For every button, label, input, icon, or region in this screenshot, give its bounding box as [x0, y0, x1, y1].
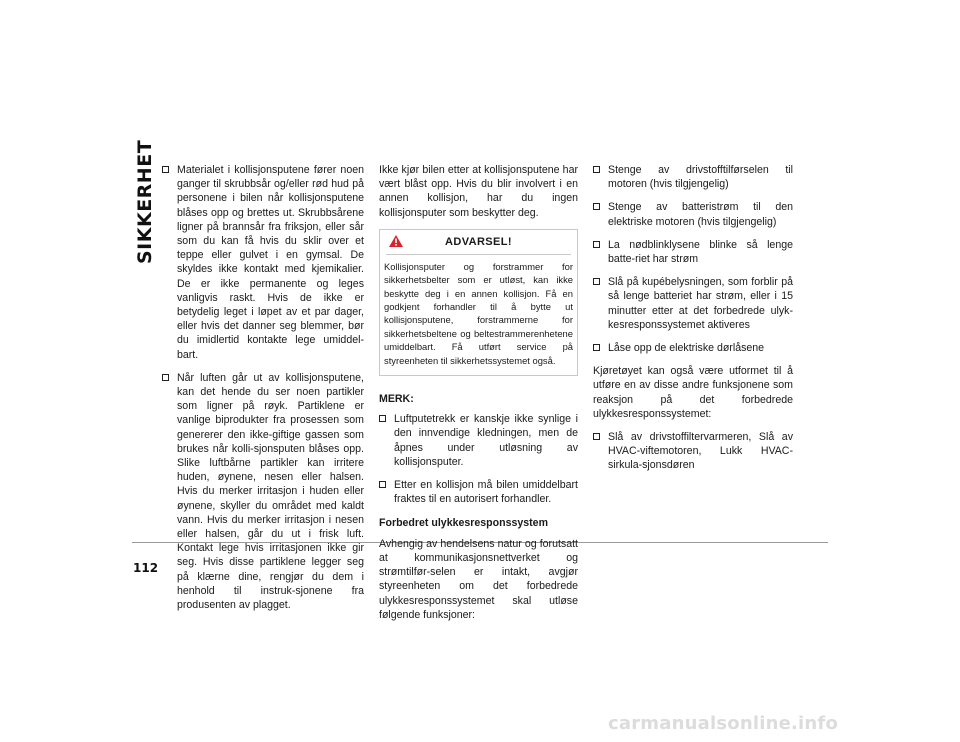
list-item-text: Når luften går ut av kollisjonsputene, kan det hende du ser noen partikler som ligner på røyk. Partiklene er vanlige biprodukter fra prosessen som genererer den ikke-giftige gassen som brukes når kolli-sjonsputen blåses opp. Slike luftbårne partikler kan irritere huden, øynene, nesen eller halsen. Hvis du merker irritasjon i huden eller øynene, skyller du området med kaldt vann. Hvis du merker irritasjon i nesen eller halsen, går du ut i frisk luft. Kontakt lege hvis irritasjonen ikke gir seg. Hvis disse partiklene legger seg på klærne dine, rengjør du dem i henhold til instruk-sjonene fra produsenten av plagget. [177, 371, 364, 612]
list-item-text: Slå på kupébelysningen, som forblir på så lenge batteriet har strøm, eller i 15 minutter etter at det forbedrede ulyk-kesresponssystemet aktiveres [608, 276, 793, 331]
list-item [593, 430, 793, 473]
list-item-text: Stenge av batteristrøm til den elektriske motoren (hvis tilgjengelig) [608, 201, 793, 228]
checkbox-bullet-icon [593, 344, 600, 351]
checkbox-bullet-icon [379, 415, 386, 422]
list-item [162, 371, 364, 612]
section-paragraph: Avhengig av hendelsens natur og forutsatt at kommunikasjonsnettverket og strømtilfør-selen er intakt, avgjør styreenheten om det forbedrede ulykkesresponssystemet skal utløse følgende funksjoner: [379, 537, 578, 621]
list-item [593, 341, 793, 355]
warning-box [379, 229, 578, 376]
list-item [593, 238, 793, 266]
checkbox-bullet-icon [593, 433, 600, 440]
list-item [379, 412, 578, 469]
warning-text: Kollisjonsputer og forstrammer for sikkerhetsbelter som er utløst, kan ikke beskytte deg i en annen kollisjon. Få en godkjent forhandler til å bytte ut kollisjonsputene, forstrammerne for sikkerhetsbeltene og beltestrammerenhetene umiddelbart. Få utført service på styreenheten til sikkerhetssystemet også. [384, 260, 573, 366]
list-item [379, 478, 578, 506]
column-1 [162, 163, 364, 621]
page-number: 112 [133, 561, 159, 575]
column-3 [593, 163, 793, 482]
checkbox-bullet-icon [379, 481, 386, 488]
checkbox-bullet-icon [162, 374, 169, 381]
checkbox-bullet-icon [593, 278, 600, 285]
list-item-text: La nødblinklysene blinke så lenge batte-riet har strøm [608, 238, 793, 266]
list-item-text: Luftputetrekk er kanskje ikke synlige i den innvendige kledningen, men de åpnes under utløsning av kollisjonsputer. [394, 413, 578, 468]
column-2 [379, 163, 578, 631]
section-heading: Forbedret ulykkesresponssystem [379, 517, 548, 530]
site-watermark: carmanualsonline.info [608, 713, 839, 734]
warning-triangle-icon [389, 235, 403, 247]
list-item-text: Materialet i kollisjonsputene fører noen ganger til skrubbsår og/eller rød hud på personene i bilen når kollisjonsputene blåses opp og brettes ut. Skrubbsårene ligner på brannsår fra friksjon, eller sår som du kan få hvis du sklir over et teppe eller gulvet i en gymsal. De skyldes ikke kontakt med kjemikalier. De er ikke permanente og leges vanligvis raskt. Hvis de ikke er betydelig leget i løpet av et par dager, eller hvis det danner seg blemmer, bør du imidlertid kontakte lege umiddel-bart. [177, 164, 364, 361]
list-item-text: Stenge av drivstofftilførselen til motoren (hvis tilgjengelig) [608, 164, 793, 191]
warning-header [380, 230, 577, 254]
checkbox-bullet-icon [593, 203, 600, 210]
list-item-text: Låse opp de elektriske dørlåsene [608, 342, 765, 355]
note-label: MERK: [379, 393, 414, 406]
section-side-tab: SIKKERHET [134, 139, 156, 264]
list-item [593, 200, 793, 228]
warning-title: ADVARSEL! [445, 235, 512, 248]
section-paragraph: Kjøretøyet kan også være utformet til å utføre en av disse andre funksjonene som reaksjon på det forbedrede ulykkesresponssystemet: [593, 365, 793, 420]
checkbox-bullet-icon [593, 166, 600, 173]
list-item [593, 163, 793, 191]
list-item [593, 275, 793, 332]
checkbox-bullet-icon [593, 241, 600, 248]
list-item [162, 163, 364, 362]
list-item-text: Slå av drivstoffiltervarmeren, Slå av HVAC-viftemotoren, Lukk HVAC-sirkula-sjonsdøren [608, 431, 793, 472]
intro-paragraph: Ikke kjør bilen etter at kollisjonsputene har vært blåst opp. Hvis du blir involvert i en annen kollisjon, har du ingen kollisjonsputer som beskytter deg. [379, 164, 578, 219]
list-item-text: Etter en kollisjon må bilen umiddelbart fraktes til en autorisert forhandler. [394, 479, 578, 506]
checkbox-bullet-icon [162, 166, 169, 173]
